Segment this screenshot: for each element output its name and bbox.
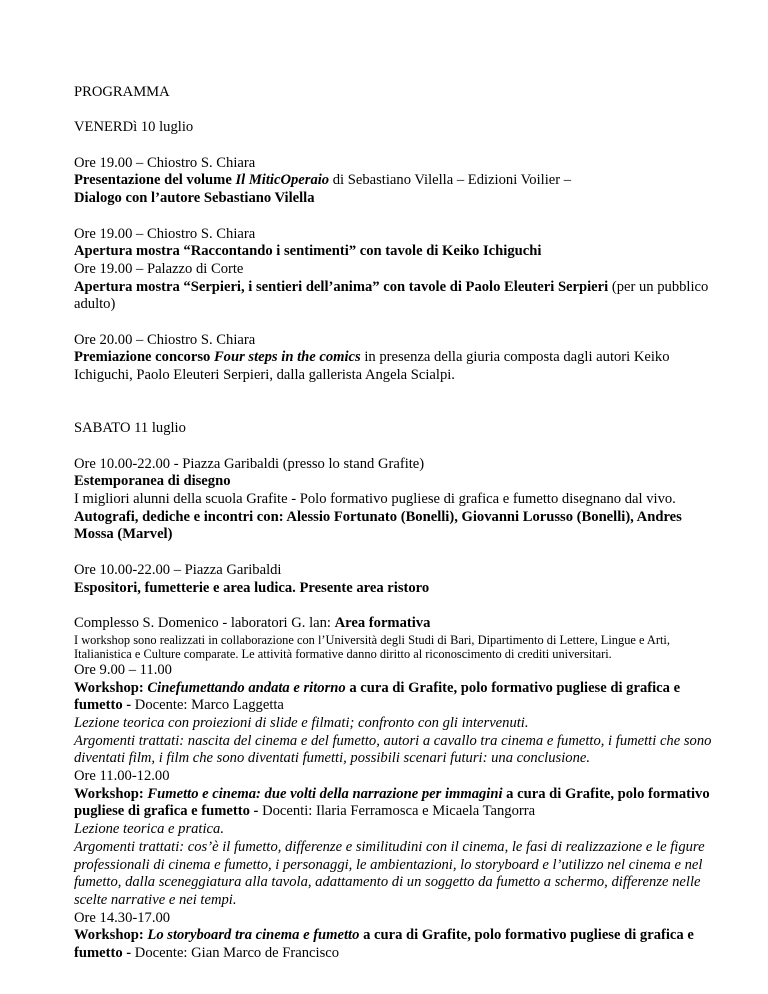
- book-title: Il MiticOperaio: [235, 172, 330, 189]
- contest-title: Four steps in the comics: [213, 349, 361, 366]
- friday-event3-title: Apertura mostra “Serpieri, i sentieri dell’anima” con tavole di Paolo Eleuteri Serpieri (per un pubblico adulto): [74, 278, 709, 313]
- program-heading: PROGRAMMA: [74, 84, 170, 100]
- training-area-note: I workshop sono realizzati in collaborazione con l’Università degli Studi di Bari, Dipartimento di Lettere, Lingue e Arti, Italianistica e Culture comparate. Le attività formative danno diritto al riconoscimento di crediti universitari.: [74, 632, 670, 662]
- saturday-event1-time: Ore 10.00-22.00 - Piazza Garibaldi (presso lo stand Grafite): [74, 455, 425, 472]
- friday-event2-title: Apertura mostra “Raccontando i sentimenti” con tavole di Keiko Ichiguchi: [74, 243, 542, 260]
- saturday-event2-title: Espositori, fumetterie e area ludica. Presente area ristoro: [74, 579, 430, 596]
- friday-day-heading: VENERDì 10 luglio: [74, 119, 194, 136]
- saturday-autographs: Autografi, dediche e incontri con: Alessio Fortunato (Bonelli), Giovanni Lorusso (Bonelli), Andres Mossa (Marvel): [74, 508, 682, 543]
- saturday-event2-time: Ore 10.00-22.00 – Piazza Garibaldi: [74, 561, 282, 578]
- workshop1-desc: Lezione teorica con proiezioni di slide e filmati; confronto con gli intervenuti.: [74, 714, 529, 731]
- workshop1-title: Workshop: Cinefumettando andata e ritorno a cura di Grafite, polo formativo pugliese di grafica e fumetto - Docente: Marco Laggetta: [74, 679, 681, 714]
- workshop2-desc: Lezione teorica e pratica.: [74, 821, 224, 838]
- saturday-day-heading: SABATO 11 luglio: [74, 420, 186, 437]
- workshop1-time: Ore 9.00 – 11.00: [74, 661, 172, 678]
- friday-event4-title: Premiazione concorso Four steps in the comics in presenza della giuria composta dagli autori Keiko Ichiguchi, Paolo Eleuteri Serpieri, dalla gallerista Angela Scialpi.: [74, 349, 670, 384]
- friday-event4-time: Ore 20.00 – Chiostro S. Chiara: [74, 331, 256, 348]
- friday-event1-time: Ore 19.00 – Chiostro S. Chiara: [74, 154, 256, 171]
- training-area-heading: Complesso S. Domenico - laboratori G. lan: Area formativa: [74, 614, 431, 631]
- friday-event3-time: Ore 19.00 – Palazzo di Corte: [74, 260, 244, 277]
- workshop2-title: Workshop: Fumetto e cinema: due volti della narrazione per immagini a cura di Grafite, polo formativo pugliese di grafica e fumetto - Docenti: Ilaria Ferramosca e Micaela Tangorra: [74, 785, 710, 820]
- workshop2-topics: Argomenti trattati: cos’è il fumetto, differenze e similitudini con il cinema, le fasi di realizzazione e le figure professionali di cinema e fumetto, i personaggi, le ambientazioni, lo storyboard e l’utilizzo nel cinema e nel fumetto, dalla sceneggiatura alla tavola, adattamento di un soggetto da fumetto a schermo, differenze nelle scelte narrative e nei tempi.: [74, 838, 705, 908]
- friday-event1-title: Presentazione del volume Il MiticOperaio di Sebastiano Vilella – Edizioni Voilier –: [74, 172, 572, 189]
- workshop2-time: Ore 11.00-12.00: [74, 768, 170, 785]
- saturday-event1-text: I migliori alunni della scuola Grafite - Polo formativo pugliese di grafica e fumetto disegnano dal vivo.: [74, 491, 676, 508]
- program-document: [74, 84, 714, 963]
- saturday-event1-title: Estemporanea di disegno: [74, 473, 231, 490]
- workshop3-title: Workshop: Lo storyboard tra cinema e fumetto a cura di Grafite, polo formativo pugliese di grafica e fumetto - Docente: Gian Marco de Francisco: [74, 927, 694, 962]
- friday-event2-time: Ore 19.00 – Chiostro S. Chiara: [74, 225, 256, 242]
- friday-event1-dialogue: Dialogo con l’autore Sebastiano Vilella: [74, 190, 315, 207]
- workshop1-topics: Argomenti trattati: nascita del cinema e del fumetto, autori a cavallo tra cinema e fumetto, i fumetti che sono diventati film, i film che sono diventati fumetti, possibili scenari futuri: una conclusione.: [74, 732, 712, 767]
- workshop3-time: Ore 14.30-17.00: [74, 909, 171, 926]
